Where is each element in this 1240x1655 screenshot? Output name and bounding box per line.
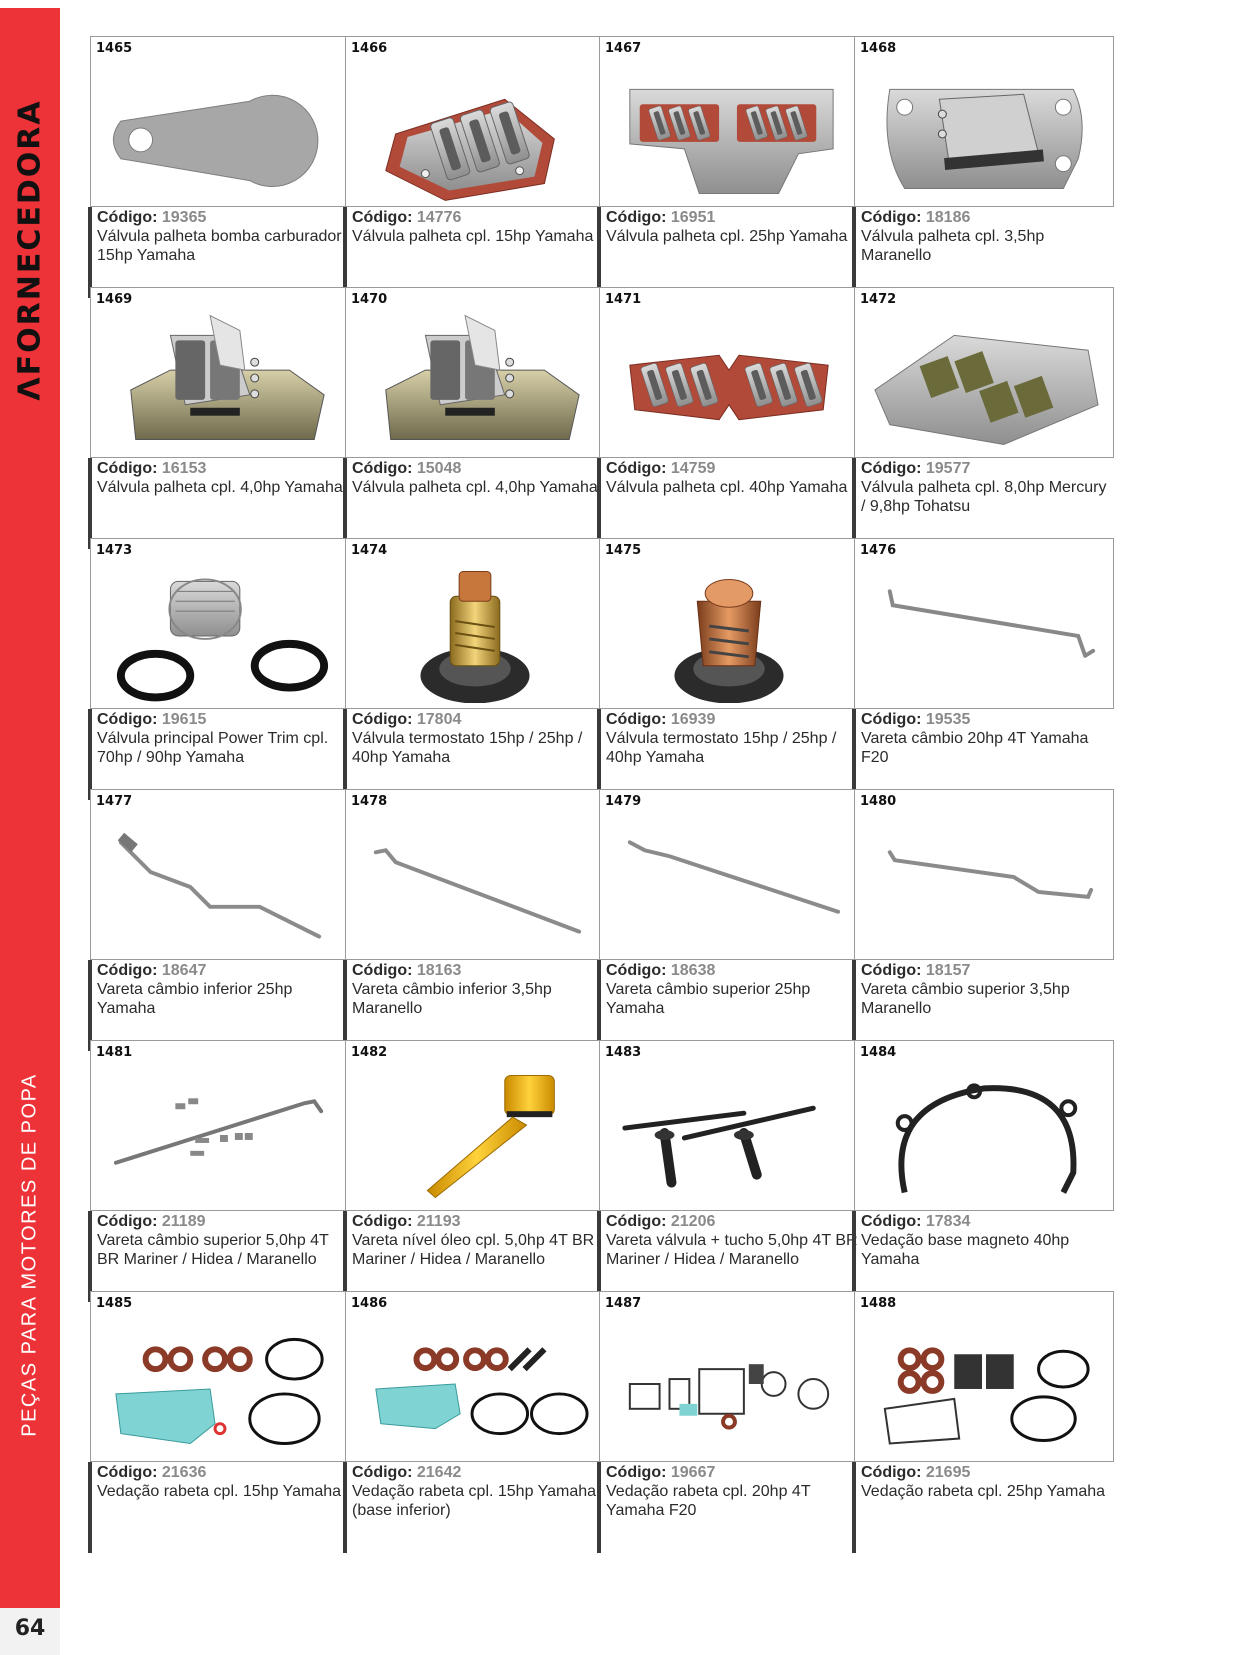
product-description xyxy=(343,458,605,549)
product-name: Vedação base magneto 40hp Yamaha xyxy=(861,1232,1070,1268)
product-image-frame xyxy=(854,287,1114,458)
product-code-line xyxy=(861,459,1114,478)
item-number: 1488 xyxy=(860,1296,897,1311)
code-label: Código: xyxy=(97,209,158,226)
product-card xyxy=(852,1291,1114,1553)
product-image-frame xyxy=(345,1291,605,1462)
code-label: Código: xyxy=(352,711,413,728)
product-name: Vareta válvula + tucho 5,0hp 4T BR Mariner / Hidea / Maranello xyxy=(606,1232,858,1268)
item-number: 1482 xyxy=(351,1045,388,1060)
product-code: 21636 xyxy=(161,1464,207,1481)
product-card xyxy=(852,1040,1114,1302)
paddle-plate-icon xyxy=(101,59,339,201)
product-image-frame xyxy=(345,1040,605,1211)
item-number: 1468 xyxy=(860,41,897,56)
rod-icon xyxy=(101,812,339,954)
code-label: Código: xyxy=(606,1213,667,1230)
product-description xyxy=(852,1462,1114,1553)
code-label: Código: xyxy=(97,1213,158,1230)
product-name: Válvula principal Power Trim cpl. 70hp / 90hp Yamaha xyxy=(97,730,329,766)
product-description xyxy=(343,207,605,298)
item-number: 1471 xyxy=(605,292,642,307)
item-number: 1477 xyxy=(96,794,133,809)
product-code-line xyxy=(97,208,350,227)
seal-kit-icon xyxy=(101,1314,339,1456)
brand-logo: ΛFORNECEDORA xyxy=(12,99,48,401)
plug-oring-icon xyxy=(101,561,339,703)
rod-icon xyxy=(865,561,1103,703)
product-name: Vareta câmbio inferior 25hp Yamaha xyxy=(97,981,293,1017)
item-number: 1487 xyxy=(605,1296,642,1311)
thermostat-icon xyxy=(356,561,594,703)
item-number: 1469 xyxy=(96,292,133,307)
reed-valve-icon xyxy=(865,310,1103,452)
product-card xyxy=(852,789,1114,1051)
product-name: Válvula palheta cpl. 15hp Yamaha xyxy=(352,228,594,245)
pushrod-icon xyxy=(610,1063,848,1205)
reed-valve-icon xyxy=(356,310,594,452)
product-card xyxy=(343,1040,605,1302)
rod-icon xyxy=(610,812,848,954)
code-label: Código: xyxy=(861,962,922,979)
product-code: 21695 xyxy=(925,1464,971,1481)
product-image-frame xyxy=(599,789,859,960)
product-name: Válvula palheta cpl. 25hp Yamaha xyxy=(606,228,848,245)
code-label: Código: xyxy=(861,460,922,477)
reed-valve-icon xyxy=(610,310,848,452)
rod-icon xyxy=(356,812,594,954)
product-card xyxy=(597,36,859,298)
product-image-frame xyxy=(854,538,1114,709)
product-code: 19535 xyxy=(925,711,971,728)
product-name: Válvula termostato 15hp / 25hp / 40hp Yamaha xyxy=(606,730,837,766)
product-card xyxy=(597,1040,859,1302)
product-code-line xyxy=(352,208,605,227)
product-card xyxy=(343,36,605,298)
product-name: Vareta nível óleo cpl. 5,0hp 4T BR Mariner / Hidea / Maranello xyxy=(352,1232,595,1268)
product-code-line xyxy=(606,710,859,729)
product-card xyxy=(343,789,605,1051)
product-name: Válvula palheta cpl. 4,0hp Yamaha xyxy=(352,479,598,496)
product-name: Vareta câmbio superior 3,5hp Maranello xyxy=(861,981,1070,1017)
product-name: Vedação rabeta cpl. 15hp Yamaha xyxy=(97,1483,342,1500)
product-code: 18157 xyxy=(925,962,971,979)
product-description xyxy=(343,709,605,800)
product-image-frame xyxy=(345,36,605,207)
product-code-line xyxy=(861,961,1114,980)
product-description xyxy=(852,709,1114,800)
rod-kit-icon xyxy=(101,1063,339,1205)
product-code: 21642 xyxy=(416,1464,462,1481)
product-image-frame xyxy=(345,538,605,709)
product-name: Válvula palheta cpl. 40hp Yamaha xyxy=(606,479,848,496)
product-code-line xyxy=(606,208,859,227)
product-grid xyxy=(88,36,1168,1631)
product-card xyxy=(597,1291,859,1553)
product-card xyxy=(343,1291,605,1553)
seal-kit-icon xyxy=(865,1314,1103,1456)
item-number: 1486 xyxy=(351,1296,388,1311)
product-image-frame xyxy=(90,36,350,207)
product-image-frame xyxy=(90,287,350,458)
reed-valve-icon xyxy=(865,59,1103,201)
product-code-line xyxy=(606,961,859,980)
product-name: Vareta câmbio 20hp 4T Yamaha F20 xyxy=(861,730,1089,766)
code-label: Código: xyxy=(861,1464,922,1481)
item-number: 1478 xyxy=(351,794,388,809)
product-card xyxy=(88,36,350,298)
section-title: PEÇAS PARA MOTORES DE POPA xyxy=(18,1073,41,1437)
code-label: Código: xyxy=(352,1464,413,1481)
item-number: 1485 xyxy=(96,1296,133,1311)
code-label: Código: xyxy=(352,460,413,477)
product-code-line xyxy=(606,459,859,478)
product-card xyxy=(88,1040,350,1302)
product-name: Vedação rabeta cpl. 15hp Yamaha (base inferior) xyxy=(352,1483,597,1519)
item-number: 1475 xyxy=(605,543,642,558)
product-name: Válvula palheta cpl. 4,0hp Yamaha xyxy=(97,479,343,496)
product-description xyxy=(88,709,350,800)
product-image-frame xyxy=(599,1291,859,1462)
product-code-line xyxy=(352,459,605,478)
product-code-line xyxy=(861,1212,1114,1231)
product-code-line xyxy=(606,1463,859,1482)
product-code: 16939 xyxy=(670,711,716,728)
product-code-line xyxy=(606,1212,859,1231)
product-description xyxy=(343,1211,605,1302)
product-code: 18186 xyxy=(925,209,971,226)
item-number: 1476 xyxy=(860,543,897,558)
code-label: Código: xyxy=(606,1464,667,1481)
product-image-frame xyxy=(345,789,605,960)
product-code-line xyxy=(97,1463,350,1482)
product-name: Válvula termostato 15hp / 25hp / 40hp Yamaha xyxy=(352,730,583,766)
product-description xyxy=(88,1211,350,1302)
product-code: 21193 xyxy=(416,1213,461,1230)
product-description xyxy=(343,960,605,1051)
product-description xyxy=(597,709,859,800)
product-code-line xyxy=(97,1212,350,1231)
product-image-frame xyxy=(854,789,1114,960)
item-number: 1472 xyxy=(860,292,897,307)
product-name: Vedação rabeta cpl. 20hp 4T Yamaha F20 xyxy=(606,1483,811,1519)
code-label: Código: xyxy=(97,711,158,728)
code-label: Código: xyxy=(352,1213,413,1230)
item-number: 1465 xyxy=(96,41,133,56)
product-code: 14776 xyxy=(416,209,462,226)
product-code-line xyxy=(352,961,605,980)
product-description xyxy=(343,1462,605,1553)
product-code: 16153 xyxy=(161,460,207,477)
seal-kit-icon xyxy=(356,1314,594,1456)
product-code: 18163 xyxy=(416,962,462,979)
product-code: 21206 xyxy=(670,1213,716,1230)
product-code: 18647 xyxy=(161,962,207,979)
item-number: 1479 xyxy=(605,794,642,809)
product-name: Válvula palheta cpl. 3,5hp Maranello xyxy=(861,228,1045,264)
product-description xyxy=(597,960,859,1051)
product-description xyxy=(852,960,1114,1051)
product-description xyxy=(597,1462,859,1553)
product-name: Vareta câmbio superior 25hp Yamaha xyxy=(606,981,811,1017)
product-card xyxy=(597,287,859,549)
gasket-ring-icon xyxy=(865,1063,1103,1205)
product-card xyxy=(597,538,859,800)
page-number: 64 xyxy=(14,1616,46,1641)
product-code: 14759 xyxy=(670,460,716,477)
item-number: 1480 xyxy=(860,794,897,809)
product-code-line xyxy=(97,459,350,478)
code-label: Código: xyxy=(606,460,667,477)
item-number: 1474 xyxy=(351,543,388,558)
product-card xyxy=(88,287,350,549)
product-code: 17834 xyxy=(925,1213,971,1230)
product-description xyxy=(597,207,859,298)
product-image-frame xyxy=(854,36,1114,207)
product-description xyxy=(88,960,350,1051)
product-image-frame xyxy=(90,1040,350,1211)
product-name: Válvula palheta cpl. 8,0hp Mercury / 9,8hp Tohatsu xyxy=(861,479,1107,515)
product-code-line xyxy=(352,1212,605,1231)
product-image-frame xyxy=(599,36,859,207)
product-card xyxy=(343,538,605,800)
product-code: 19615 xyxy=(161,711,207,728)
product-code-line xyxy=(352,710,605,729)
product-code: 16951 xyxy=(670,209,716,226)
code-label: Código: xyxy=(606,711,667,728)
product-image-frame xyxy=(599,1040,859,1211)
rod-icon xyxy=(865,812,1103,954)
item-number: 1484 xyxy=(860,1045,897,1060)
product-code: 15048 xyxy=(416,460,462,477)
code-label: Código: xyxy=(861,711,922,728)
product-description xyxy=(852,207,1114,298)
thermostat-icon xyxy=(610,561,848,703)
code-label: Código: xyxy=(861,209,922,226)
product-image-frame xyxy=(854,1040,1114,1211)
reed-valve-icon xyxy=(356,59,594,201)
item-number: 1473 xyxy=(96,543,133,558)
reed-valve-icon xyxy=(610,59,848,201)
product-code-line xyxy=(861,710,1114,729)
item-number: 1481 xyxy=(96,1045,133,1060)
seal-kit-icon xyxy=(610,1314,848,1456)
product-card xyxy=(88,789,350,1051)
product-image-frame xyxy=(90,538,350,709)
product-code: 21189 xyxy=(161,1213,206,1230)
product-code-line xyxy=(352,1463,605,1482)
product-name: Vedação rabeta cpl. 25hp Yamaha xyxy=(861,1483,1106,1500)
product-code: 19667 xyxy=(670,1464,716,1481)
code-label: Código: xyxy=(606,962,667,979)
code-label: Código: xyxy=(97,1464,158,1481)
product-description xyxy=(852,1211,1114,1302)
code-label: Código: xyxy=(606,209,667,226)
product-description xyxy=(88,458,350,549)
product-image-frame xyxy=(90,789,350,960)
product-code-line xyxy=(861,208,1114,227)
item-number: 1470 xyxy=(351,292,388,307)
product-name: Vareta câmbio superior 5,0hp 4T BR Mariner / Hidea / Maranello xyxy=(97,1232,329,1268)
product-code-line xyxy=(97,961,350,980)
product-description xyxy=(88,207,350,298)
code-label: Código: xyxy=(861,1213,922,1230)
item-number: 1467 xyxy=(605,41,642,56)
product-image-frame xyxy=(599,538,859,709)
product-code-line xyxy=(861,1463,1114,1482)
product-description xyxy=(597,1211,859,1302)
product-image-frame xyxy=(90,1291,350,1462)
product-image-frame xyxy=(599,287,859,458)
code-label: Código: xyxy=(97,962,158,979)
product-image-frame xyxy=(854,1291,1114,1462)
product-code: 19577 xyxy=(925,460,971,477)
product-code: 19365 xyxy=(161,209,207,226)
code-label: Código: xyxy=(352,209,413,226)
item-number: 1483 xyxy=(605,1045,642,1060)
product-name: Válvula palheta bomba carburador 15hp Yamaha xyxy=(97,228,342,264)
dipstick-icon xyxy=(356,1063,594,1205)
product-card xyxy=(597,789,859,1051)
product-code-line xyxy=(97,710,350,729)
code-label: Código: xyxy=(352,962,413,979)
reed-valve-icon xyxy=(101,310,339,452)
item-number: 1466 xyxy=(351,41,388,56)
product-card xyxy=(852,287,1114,549)
product-description xyxy=(597,458,859,549)
code-label: Código: xyxy=(97,460,158,477)
product-card xyxy=(852,538,1114,800)
product-description xyxy=(88,1462,350,1553)
product-image-frame xyxy=(345,287,605,458)
product-code: 18638 xyxy=(670,962,716,979)
product-name: Vareta câmbio inferior 3,5hp Maranello xyxy=(352,981,552,1017)
product-card xyxy=(88,538,350,800)
product-card xyxy=(852,36,1114,298)
product-card xyxy=(343,287,605,549)
product-code: 17804 xyxy=(416,711,462,728)
product-description xyxy=(852,458,1114,549)
product-card xyxy=(88,1291,350,1553)
